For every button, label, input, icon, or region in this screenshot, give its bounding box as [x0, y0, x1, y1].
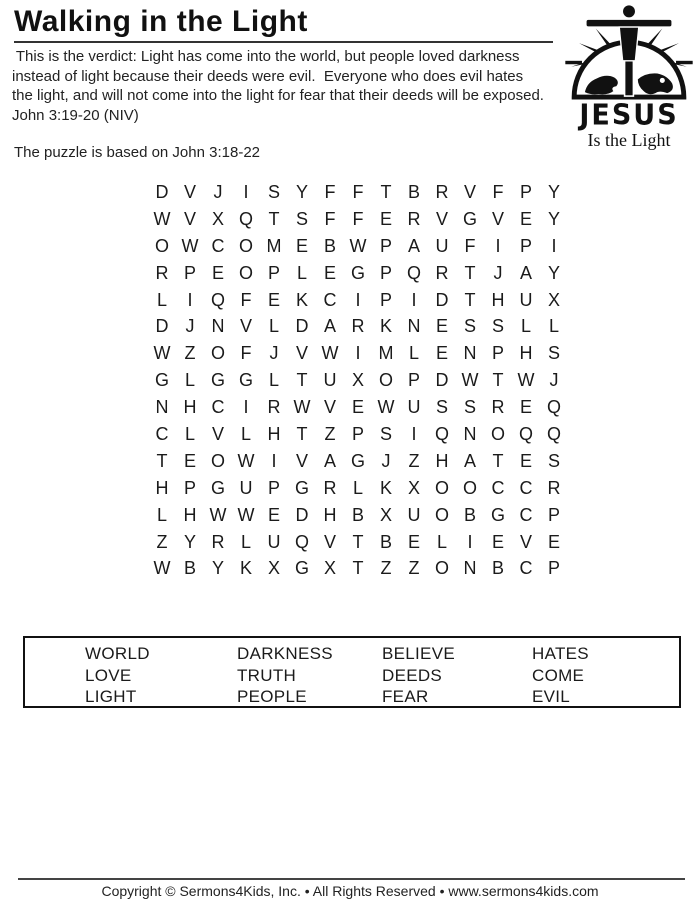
- grid-cell-r7c10: L: [408, 343, 419, 364]
- grid-cell-r12c14: C: [519, 477, 533, 498]
- grid-cell-r5c8: I: [355, 289, 361, 310]
- grid-cell-r9c14: E: [519, 397, 532, 418]
- grid-cell-r10c1: C: [155, 423, 169, 444]
- grid-cell-r14c12: I: [467, 531, 473, 552]
- grid-cell-r14c2: Y: [183, 531, 196, 552]
- grid-cell-r4c2: P: [183, 262, 196, 283]
- grid-cell-r10c9: S: [379, 423, 392, 444]
- grid-cell-r7c12: N: [463, 343, 477, 364]
- grid-cell-r5c5: E: [267, 289, 280, 310]
- grid-cell-r6c11: E: [435, 316, 448, 337]
- word-list-item: PEOPLE: [237, 687, 307, 706]
- grid-cell-r1c15: Y: [547, 181, 560, 202]
- grid-cell-r11c10: Z: [408, 450, 420, 471]
- grid-cell-r11c14: E: [519, 450, 532, 471]
- grid-cell-r4c8: G: [350, 262, 365, 283]
- grid-cell-r15c9: Z: [380, 558, 392, 579]
- grid-cell-r5c9: P: [379, 289, 392, 310]
- grid-cell-r13c1: L: [156, 504, 167, 525]
- grid-cell-r14c5: U: [267, 531, 281, 552]
- verse-line: John 3:19-20 (NIV): [12, 106, 139, 124]
- grid-cell-r7c14: H: [519, 343, 533, 364]
- grid-cell-r6c10: N: [407, 316, 421, 337]
- grid-cell-r1c3: J: [213, 181, 223, 202]
- grid-cell-r8c10: P: [407, 370, 420, 391]
- grid-cell-r6c13: S: [491, 316, 504, 337]
- grid-cell-r7c13: P: [491, 343, 504, 364]
- grid-cell-r3c15: I: [551, 235, 557, 256]
- grid-cell-r4c6: L: [296, 262, 307, 283]
- grid-cell-r1c4: I: [243, 181, 249, 202]
- grid-cell-r3c14: P: [519, 235, 532, 256]
- grid-cell-r9c5: R: [267, 397, 281, 418]
- grid-cell-r3c2: W: [181, 235, 199, 256]
- grid-cell-r6c5: L: [268, 316, 279, 337]
- grid-cell-r10c13: O: [490, 423, 505, 444]
- grid-cell-r10c14: Q: [518, 423, 533, 444]
- grid-cell-r15c1: W: [153, 558, 171, 579]
- grid-cell-r11c4: W: [237, 450, 255, 471]
- grid-cell-r3c5: M: [266, 235, 282, 256]
- grid-cell-r15c10: Z: [408, 558, 420, 579]
- grid-cell-r9c6: W: [293, 397, 311, 418]
- word-list-item: EVIL: [532, 687, 571, 706]
- grid-cell-r2c9: E: [379, 208, 392, 229]
- grid-cell-r6c8: R: [351, 316, 365, 337]
- grid-cell-r3c7: B: [323, 235, 336, 256]
- grid-cell-r7c1: W: [153, 343, 171, 364]
- grid-cell-r11c11: H: [435, 450, 449, 471]
- grid-cell-r15c7: X: [323, 558, 336, 579]
- grid-cell-r9c9: W: [377, 397, 395, 418]
- grid-cell-r12c9: K: [379, 477, 392, 498]
- grid-cell-r13c15: P: [547, 504, 560, 525]
- verse-line: instead of light because their deeds were evil. Everyone who does evil hates: [12, 67, 524, 85]
- grid-cell-r1c11: R: [435, 181, 449, 202]
- grid-cell-r1c6: Y: [295, 181, 308, 202]
- grid-cell-r14c3: R: [211, 531, 225, 552]
- grid-cell-r8c11: D: [435, 370, 449, 391]
- grid-cell-r6c2: J: [185, 316, 195, 337]
- grid-cell-r4c1: R: [155, 262, 169, 283]
- grid-cell-r1c8: F: [352, 181, 364, 202]
- grid-cell-r12c5: P: [267, 477, 280, 498]
- word-list-item: LOVE: [85, 665, 132, 685]
- grid-cell-r14c4: L: [240, 531, 251, 552]
- grid-cell-r5c12: T: [464, 289, 476, 310]
- grid-cell-r12c11: O: [434, 477, 449, 498]
- grid-cell-r14c11: L: [436, 531, 447, 552]
- grid-cell-r14c6: Q: [294, 531, 309, 552]
- grid-cell-r9c3: C: [211, 397, 225, 418]
- grid-cell-r15c6: G: [294, 558, 309, 579]
- grid-cell-r5c7: C: [323, 289, 337, 310]
- grid-cell-r1c1: D: [155, 181, 169, 202]
- grid-cell-r9c15: Q: [546, 397, 561, 418]
- grid-cell-r12c15: R: [547, 477, 561, 498]
- word-list-item: COME: [532, 665, 585, 685]
- grid-cell-r3c8: W: [349, 235, 367, 256]
- page-title: Walking in the Light: [14, 5, 308, 38]
- grid-cell-r1c9: T: [380, 181, 392, 202]
- grid-cell-r2c6: S: [295, 208, 308, 229]
- grid-cell-r3c1: O: [154, 235, 169, 256]
- grid-cell-r7c11: E: [435, 343, 448, 364]
- grid-cell-r14c9: B: [379, 531, 392, 552]
- word-list-item: BELIEVE: [382, 644, 455, 663]
- grid-cell-r11c2: E: [183, 450, 196, 471]
- grid-cell-r12c4: U: [239, 477, 253, 498]
- grid-cell-r9c11: S: [435, 397, 448, 418]
- grid-cell-r13c4: W: [237, 504, 255, 525]
- grid-cell-r8c1: G: [154, 370, 169, 391]
- grid-cell-r13c5: E: [267, 504, 280, 525]
- grid-cell-r15c8: T: [352, 558, 364, 579]
- grid-cell-r12c8: L: [352, 477, 363, 498]
- grid-cell-r10c3: V: [211, 423, 224, 444]
- grid-cell-r11c13: T: [492, 450, 504, 471]
- word-list-item: WORLD: [85, 644, 150, 663]
- grid-cell-r10c2: L: [184, 423, 195, 444]
- grid-cell-r12c7: R: [323, 477, 337, 498]
- grid-cell-r6c4: V: [239, 316, 252, 337]
- grid-cell-r6c1: D: [155, 316, 169, 337]
- grid-cell-r10c10: I: [411, 423, 417, 444]
- grid-cell-r4c5: P: [267, 262, 280, 283]
- ministry-logo: [563, 4, 695, 162]
- grid-cell-r8c3: G: [210, 370, 225, 391]
- grid-cell-r3c3: C: [211, 235, 225, 256]
- grid-cell-r11c1: T: [156, 450, 168, 471]
- word-list-item: DEEDS: [382, 665, 443, 685]
- grid-cell-r1c12: V: [463, 181, 476, 202]
- grid-cell-r8c8: X: [351, 370, 364, 391]
- puzzle-note: The puzzle is based on John 3:18-22: [14, 144, 260, 161]
- word-list-column-1: [85, 643, 237, 708]
- grid-cell-r5c13: H: [491, 289, 505, 310]
- footer-divider: [18, 878, 685, 880]
- grid-cell-r6c9: K: [379, 316, 392, 337]
- grid-cell-r7c6: V: [295, 343, 308, 364]
- grid-cell-r7c3: O: [210, 343, 225, 364]
- grid-cell-r12c13: C: [491, 477, 505, 498]
- grid-cell-r14c13: E: [491, 531, 504, 552]
- grid-cell-r15c2: B: [183, 558, 196, 579]
- grid-cell-r15c4: K: [239, 558, 252, 579]
- grid-cell-r4c13: J: [493, 262, 503, 283]
- grid-cell-r7c2: Z: [184, 343, 196, 364]
- grid-cell-r13c10: U: [407, 504, 421, 525]
- grid-cell-r9c7: V: [323, 397, 336, 418]
- grid-cell-r8c5: L: [268, 370, 279, 391]
- grid-cell-r3c11: U: [435, 235, 449, 256]
- grid-cell-r3c13: I: [495, 235, 501, 256]
- grid-cell-r5c14: U: [519, 289, 533, 310]
- grid-cell-r15c13: B: [491, 558, 504, 579]
- grid-cell-r3c10: A: [407, 235, 420, 256]
- grid-cell-r8c7: U: [323, 370, 337, 391]
- grid-cell-r9c2: H: [183, 397, 197, 418]
- grid-cell-r2c12: G: [462, 208, 477, 229]
- grid-cell-r4c3: E: [211, 262, 224, 283]
- grid-cell-r13c8: B: [351, 504, 364, 525]
- grid-cell-r2c1: W: [153, 208, 171, 229]
- grid-cell-r10c15: Q: [546, 423, 561, 444]
- grid-cell-r13c6: D: [295, 504, 309, 525]
- grid-cell-r9c4: I: [243, 397, 249, 418]
- logo-jesus-text: JESUS: [579, 99, 679, 132]
- grid-cell-r1c2: V: [183, 181, 196, 202]
- word-list-item: LIGHT: [85, 687, 137, 706]
- grid-cell-r4c12: T: [464, 262, 476, 283]
- grid-cell-r14c1: Z: [156, 531, 168, 552]
- grid-cell-r9c12: S: [463, 397, 476, 418]
- verse-line: the light, and will not come into the light for fear that their deeds will be exposed.: [12, 87, 544, 104]
- grid-cell-r15c5: X: [267, 558, 280, 579]
- grid-cell-r15c3: Y: [211, 558, 224, 579]
- grid-cell-r5c2: I: [187, 289, 193, 310]
- grid-cell-r8c2: L: [184, 370, 195, 391]
- grid-cell-r6c12: S: [463, 316, 476, 337]
- grid-cell-r1c14: P: [519, 181, 532, 202]
- grid-cell-r4c15: Y: [547, 262, 560, 283]
- grid-cell-r13c2: H: [183, 504, 197, 525]
- grid-cell-r10c7: Z: [324, 423, 336, 444]
- grid-cell-r15c15: P: [547, 558, 560, 579]
- grid-cell-r11c3: O: [210, 450, 225, 471]
- grid-cell-r13c3: W: [209, 504, 227, 525]
- grid-cell-r8c14: W: [517, 370, 535, 391]
- grid-cell-r8c4: G: [238, 370, 253, 391]
- word-list-item: TRUTH: [237, 665, 297, 685]
- title-underline: [14, 41, 553, 43]
- grid-cell-r15c12: N: [463, 558, 477, 579]
- grid-cell-r14c8: T: [352, 531, 364, 552]
- verse-paragraph: [12, 47, 557, 125]
- footer-copyright: Copyright © Sermons4Kids, Inc. • All Rights Reserved • www.sermons4kids.com: [101, 883, 599, 899]
- word-search-grid: [148, 179, 568, 582]
- word-list-column-3: [382, 643, 532, 708]
- grid-cell-r13c9: X: [379, 504, 392, 525]
- grid-cell-r1c5: S: [267, 181, 280, 202]
- grid-cell-r2c11: V: [435, 208, 448, 229]
- grid-cell-r5c4: F: [240, 289, 252, 310]
- grid-cell-r10c5: H: [267, 423, 281, 444]
- word-list-item: HATES: [532, 644, 589, 663]
- grid-cell-r7c7: W: [321, 343, 339, 364]
- grid-cell-r4c10: Q: [406, 262, 421, 283]
- grid-cell-r10c8: P: [351, 423, 364, 444]
- verse-line: This is the verdict: Light has come into the world, but people loved darkness: [12, 48, 520, 65]
- grid-cell-r14c14: V: [519, 531, 532, 552]
- grid-cell-r13c14: C: [519, 504, 533, 525]
- grid-cell-r11c6: V: [295, 450, 308, 471]
- jesus-light-icon: [565, 4, 693, 100]
- word-list-column-4: [532, 643, 679, 708]
- grid-cell-r1c10: B: [407, 181, 420, 202]
- grid-cell-r9c1: N: [155, 397, 169, 418]
- grid-cell-r12c3: G: [210, 477, 225, 498]
- grid-cell-r13c12: B: [463, 504, 476, 525]
- grid-cell-r8c15: J: [549, 370, 559, 391]
- grid-cell-r3c6: E: [295, 235, 308, 256]
- grid-cell-r7c5: J: [269, 343, 279, 364]
- grid-cell-r5c10: I: [411, 289, 417, 310]
- grid-cell-r6c3: N: [211, 316, 225, 337]
- grid-cell-r15c11: O: [434, 558, 449, 579]
- grid-cell-r4c4: O: [238, 262, 253, 283]
- grid-cell-r5c1: L: [156, 289, 167, 310]
- grid-cell-r9c8: E: [351, 397, 364, 418]
- grid-cell-r6c15: L: [548, 316, 559, 337]
- grid-cell-r12c1: H: [155, 477, 169, 498]
- word-list-box: [23, 636, 681, 708]
- grid-cell-r7c4: F: [240, 343, 252, 364]
- grid-cell-r5c15: X: [547, 289, 560, 310]
- grid-cell-r12c12: O: [462, 477, 477, 498]
- grid-cell-r2c5: T: [268, 208, 280, 229]
- grid-cell-r4c7: E: [323, 262, 336, 283]
- grid-cell-r3c12: F: [464, 235, 476, 256]
- grid-cell-r7c8: I: [355, 343, 361, 364]
- grid-cell-r2c10: R: [407, 208, 421, 229]
- grid-cell-r9c10: U: [407, 397, 421, 418]
- grid-cell-r7c15: S: [547, 343, 560, 364]
- grid-cell-r13c11: O: [434, 504, 449, 525]
- grid-cell-r12c10: X: [407, 477, 420, 498]
- grid-cell-r14c10: E: [407, 531, 420, 552]
- grid-cell-r2c7: F: [324, 208, 336, 229]
- grid-cell-r12c2: P: [183, 477, 196, 498]
- grid-cell-r10c12: N: [463, 423, 477, 444]
- grid-cell-r8c6: T: [296, 370, 308, 391]
- grid-cell-r9c13: R: [491, 397, 505, 418]
- grid-cell-r10c4: L: [240, 423, 251, 444]
- grid-cell-r4c9: P: [379, 262, 392, 283]
- word-list-column-2: [237, 643, 382, 708]
- grid-cell-r6c7: A: [323, 316, 336, 337]
- grid-cell-r1c7: F: [324, 181, 336, 202]
- grid-cell-r2c8: F: [352, 208, 364, 229]
- grid-cell-r1c13: F: [492, 181, 504, 202]
- grid-cell-r6c6: D: [295, 316, 309, 337]
- word-list-item: FEAR: [382, 687, 429, 706]
- grid-cell-r14c15: E: [547, 531, 560, 552]
- logo-tagline: Is the Light: [587, 130, 671, 150]
- grid-cell-r15c14: C: [519, 558, 533, 579]
- grid-cell-r8c9: O: [378, 370, 393, 391]
- grid-cell-r14c7: V: [323, 531, 336, 552]
- grid-cell-r11c15: S: [547, 450, 560, 471]
- grid-cell-r10c6: T: [296, 423, 308, 444]
- grid-cell-r5c3: Q: [210, 289, 225, 310]
- grid-cell-r2c3: X: [211, 208, 224, 229]
- grid-cell-r8c12: W: [461, 370, 479, 391]
- grid-cell-r2c15: Y: [547, 208, 560, 229]
- grid-cell-r6c14: L: [520, 316, 531, 337]
- grid-cell-r2c13: V: [491, 208, 504, 229]
- grid-cell-r3c4: O: [238, 235, 253, 256]
- grid-cell-r5c6: K: [295, 289, 308, 310]
- grid-cell-r2c2: V: [183, 208, 196, 229]
- grid-cell-r11c9: J: [381, 450, 391, 471]
- grid-cell-r5c11: D: [435, 289, 449, 310]
- grid-cell-r11c12: A: [463, 450, 476, 471]
- grid-cell-r2c4: Q: [238, 208, 253, 229]
- grid-cell-r4c11: R: [435, 262, 449, 283]
- grid-cell-r3c9: P: [379, 235, 392, 256]
- grid-cell-r7c9: M: [378, 343, 394, 364]
- grid-cell-r4c14: A: [519, 262, 532, 283]
- grid-cell-r13c7: H: [323, 504, 337, 525]
- grid-cell-r13c13: G: [490, 504, 505, 525]
- grid-cell-r12c6: G: [294, 477, 309, 498]
- word-list-item: DARKNESS: [237, 644, 333, 663]
- grid-cell-r8c13: T: [492, 370, 504, 391]
- grid-cell-r11c5: I: [271, 450, 277, 471]
- grid-cell-r2c14: E: [519, 208, 532, 229]
- grid-cell-r10c11: Q: [434, 423, 449, 444]
- grid-cell-r11c8: G: [350, 450, 365, 471]
- grid-cell-r11c7: A: [323, 450, 336, 471]
